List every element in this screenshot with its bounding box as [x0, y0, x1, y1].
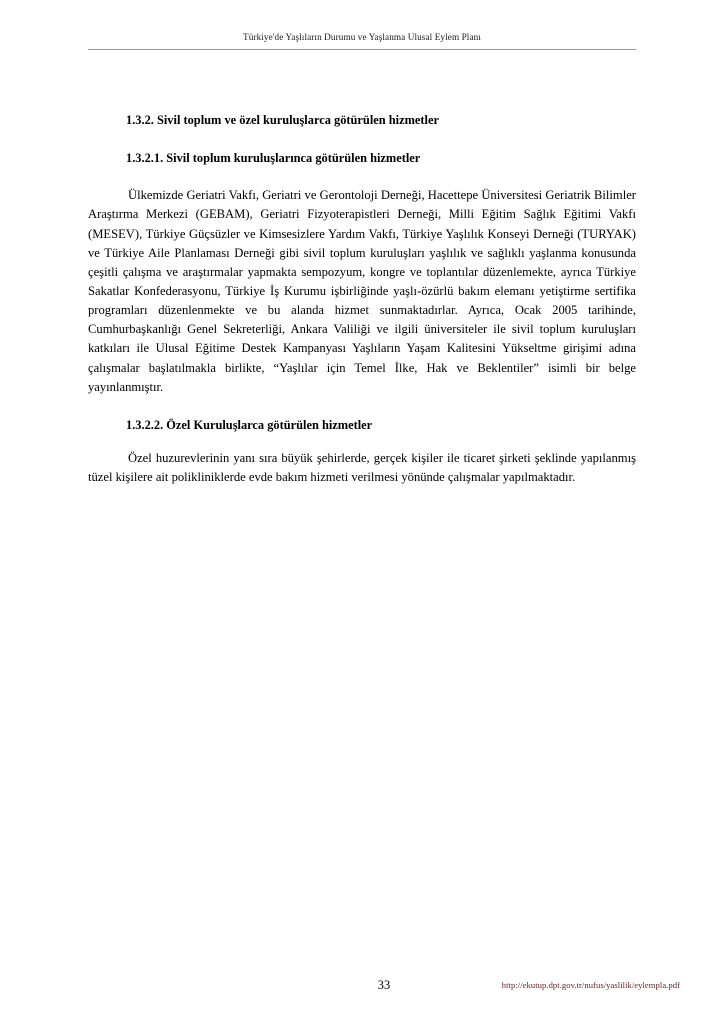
page-footer	[88, 978, 680, 996]
document-body	[88, 112, 636, 487]
footer-source-url: http://ekutup.dpt.gov.tr/nufus/yaslilik/eylempla.pdf	[501, 980, 680, 990]
paragraph-private-institutions-services: Özel huzurevlerinin yanı sıra büyük şehirlerde, gerçek kişiler ile ticaret şirketi şeklinde yapılanmış tüzel kişilere ait polikliniklerde evde bakım hizmeti verilmesi yönünde çalışmalar yapılmaktadır.	[88, 450, 636, 485]
running-header-title: Türkiye'de Yaşlıların Durumu ve Yaşlanma Ulusal Eylem Planı	[243, 32, 481, 42]
spacer	[88, 166, 636, 186]
paragraph-civil-society-services: Ülkemizde Geriatri Vakfı, Geriatri ve Gerontoloji Derneği, Hacettepe Üniversitesi Geriatrik Bilimler Araştırma Merkezi (GEBAM), Geriatri Fizyoterapistleri Derneği, Milli Eğitim Sağlık Eğitimi Vakfı (MESEV), Türkiye Güçsüzler ve Kimsesizlere Yardım Vakfı, Türkiye Yaşlılık Konseyi Derneği (TURYAK) ve Türkiye Aile Planlaması Derneği gibi sivil toplum kuruluşları yaşlılık ve sağlıklı yaşlanma konusunda çeşitli çalışma ve araştırmalar yapmakta sempozyum, kongre ve toplantılar düzenlemekte, ayrıca Türkiye Sakatlar Konfederasyonu, Türkiye İş Kurumu işbirliğinde yaşlı-özürlü bakım elemanı yetiştirme sertifika programları düzenlenmekte ve bu alanda hizmet sunmaktadırlar. Ayrıca, Ocak 2005 tarihinde, Cumhurbaşkanlığı Genel Sekreterliği, Ankara Valiliği ve ilgili üniversiteler ile sivil toplum kuruluşları katkıları ile Ulusal Eğitime Destek Kampanyası Yaşlıların Yaşam Kalitesini Yükseltme girişimi adına çalışmalar başlatılmakla birlikte, “Yaşlılar için Temel İlke, Hak ve Beklentiler” isimli bir belge yayınlanmıştır.	[88, 188, 636, 394]
spacer	[88, 433, 636, 449]
page-header	[88, 32, 636, 50]
spacer	[88, 128, 636, 150]
section-heading-1-3-2-1: 1.3.2.1. Sivil toplum kuruluşlarınca götürülen hizmetler	[126, 151, 421, 166]
header-divider	[88, 49, 636, 50]
section-heading-1-3-2: 1.3.2. Sivil toplum ve özel kuruluşlarca götürülen hizmetler	[126, 113, 439, 127]
section-heading-1-3-2-2: 1.3.2.2. Özel Kuruluşlarca götürülen hizmetler	[126, 417, 373, 432]
spacer	[88, 397, 636, 417]
page-number: 33	[377, 978, 391, 992]
